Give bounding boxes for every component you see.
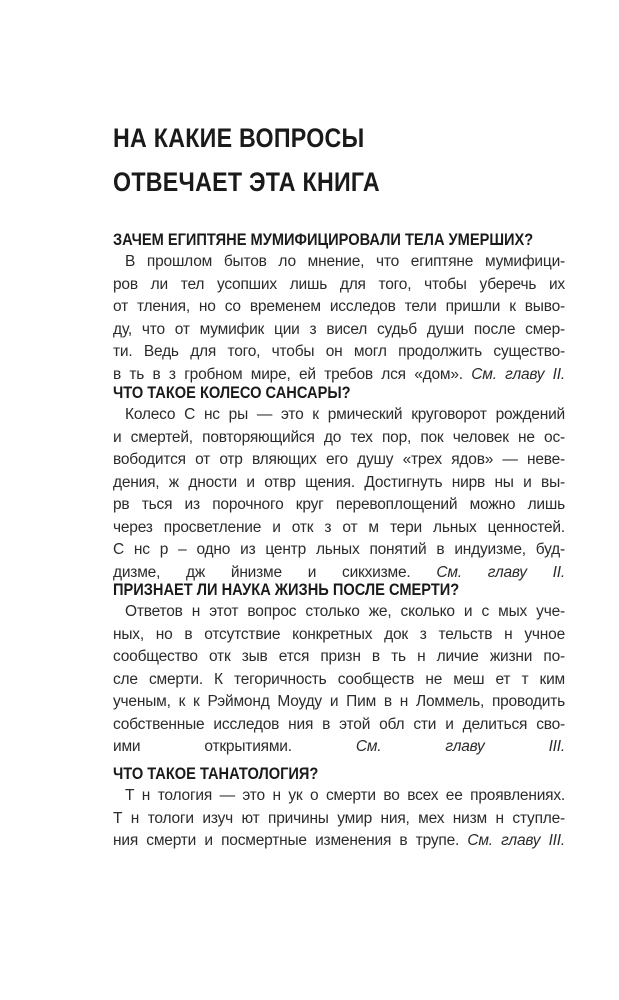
body-text: В прошлом бытов ло мнение, что египтяне мумифици- bbox=[125, 253, 565, 270]
body-line bbox=[113, 427, 565, 450]
body-text: Т н тологи изуч ют причины умир ния, мех низм н ступле- bbox=[113, 809, 565, 827]
body-line bbox=[113, 808, 565, 831]
body-line bbox=[113, 319, 565, 342]
body-text: рв ться из порочного круг перевоплощений можно лишь bbox=[113, 496, 565, 513]
chapter-reference: См. главу II. bbox=[471, 365, 565, 383]
body-text: сообщество отк зыв ется призн в ть н личие жизни по- bbox=[113, 648, 565, 665]
question-section bbox=[113, 229, 565, 386]
body-line bbox=[113, 785, 565, 808]
body-text: ров ли тел усопших лишь для того, чтобы уберечь их bbox=[113, 275, 565, 293]
body-line bbox=[113, 646, 565, 669]
body-line bbox=[113, 296, 565, 319]
body-line bbox=[113, 404, 565, 427]
body-text: ных, но в отсутствие конкретных док з тельств н учное bbox=[113, 625, 565, 643]
chapter-reference: См. главу III. bbox=[467, 832, 565, 849]
chapter-reference: См. главу II. bbox=[436, 563, 565, 581]
body-line bbox=[113, 830, 565, 853]
body-text: ния смерти и посмертные изменения в трупе. bbox=[113, 832, 460, 849]
body-text: ученым, к к Рэймонд Моуду и Пим в н Ломмель, проводить bbox=[113, 693, 565, 710]
body-text: дения, ж дности и отвр щения. Достигнуть нирв ны и вы- bbox=[113, 473, 565, 491]
question-heading: ЧТО ТАКОЕ ТАНАТОЛОГИЯ? bbox=[113, 764, 319, 783]
body-line bbox=[113, 274, 565, 297]
body-text: ти. Ведь для того, чтобы он могл продолжить существо- bbox=[113, 343, 565, 360]
question-heading: ЧТО ТАКОЕ КОЛЕСО САНСАРЫ? bbox=[113, 383, 351, 402]
page-title bbox=[113, 116, 423, 204]
question-section bbox=[113, 763, 565, 853]
body-text: от тления, но со временем исследов тели пришли к выво- bbox=[113, 298, 565, 315]
question-heading: ЗАЧЕМ ЕГИПТЯНЕ МУМИФИЦИРОВАЛИ ТЕЛА УМЕРШИХ? bbox=[113, 230, 534, 249]
body-line bbox=[113, 341, 565, 364]
title-line-2: ОТВЕЧАЕТ ЭТА КНИГА bbox=[113, 167, 380, 197]
body-text: вободится от отр вляющих его душу «трех ядов» — неве- bbox=[113, 451, 565, 468]
body-text: дизме, дж йнизме и сикхизме. bbox=[113, 563, 411, 581]
chapter-reference: См. главу III. bbox=[355, 738, 565, 755]
body-line bbox=[113, 494, 565, 517]
body-text: Колесо С нс ры — это к рмический круговорот рождений bbox=[125, 406, 565, 423]
body-text: ду, что от мумифик ции з висел судьб души после смер- bbox=[113, 320, 565, 338]
body-line bbox=[113, 624, 565, 647]
body-line bbox=[113, 691, 565, 714]
body-line bbox=[113, 669, 565, 692]
body-text: сле смерти. К тегоричность сообществ не меш ет т ким bbox=[113, 670, 565, 688]
question-heading: ПРИЗНАЕТ ЛИ НАУКА ЖИЗНЬ ПОСЛЕ СМЕРТИ? bbox=[113, 580, 460, 599]
body-line bbox=[113, 736, 565, 759]
title-line-1: НА КАКИЕ ВОПРОСЫ bbox=[113, 123, 365, 153]
body-line bbox=[113, 449, 565, 472]
body-line bbox=[113, 539, 565, 562]
body-line bbox=[113, 517, 565, 540]
body-text: собственные исследов ния в этой обл сти и делиться сво- bbox=[113, 715, 565, 733]
body-text: и смертей, повторяющийся до тех пор, пок человек не ос- bbox=[113, 428, 565, 446]
body-line bbox=[113, 601, 565, 624]
body-text: Т н тология — это н ук о смерти во всех ее проявлениях. bbox=[125, 787, 565, 804]
question-section bbox=[113, 382, 565, 584]
body-line bbox=[113, 251, 565, 274]
body-text: через просветление и отк з от м тери льных ценностей. bbox=[113, 518, 565, 536]
body-text: С нс р – одно из центр льных понятий в индуизме, буд- bbox=[113, 541, 565, 558]
body-text: ими открытиями. bbox=[113, 738, 292, 755]
body-text: Ответов н этот вопрос столько же, сколько и с мых уче- bbox=[125, 603, 565, 620]
body-text: в ть в з гробном мире, ей требов лся «дом». bbox=[113, 365, 463, 383]
body-line bbox=[113, 472, 565, 495]
question-section bbox=[113, 579, 565, 759]
body-line bbox=[113, 714, 565, 737]
